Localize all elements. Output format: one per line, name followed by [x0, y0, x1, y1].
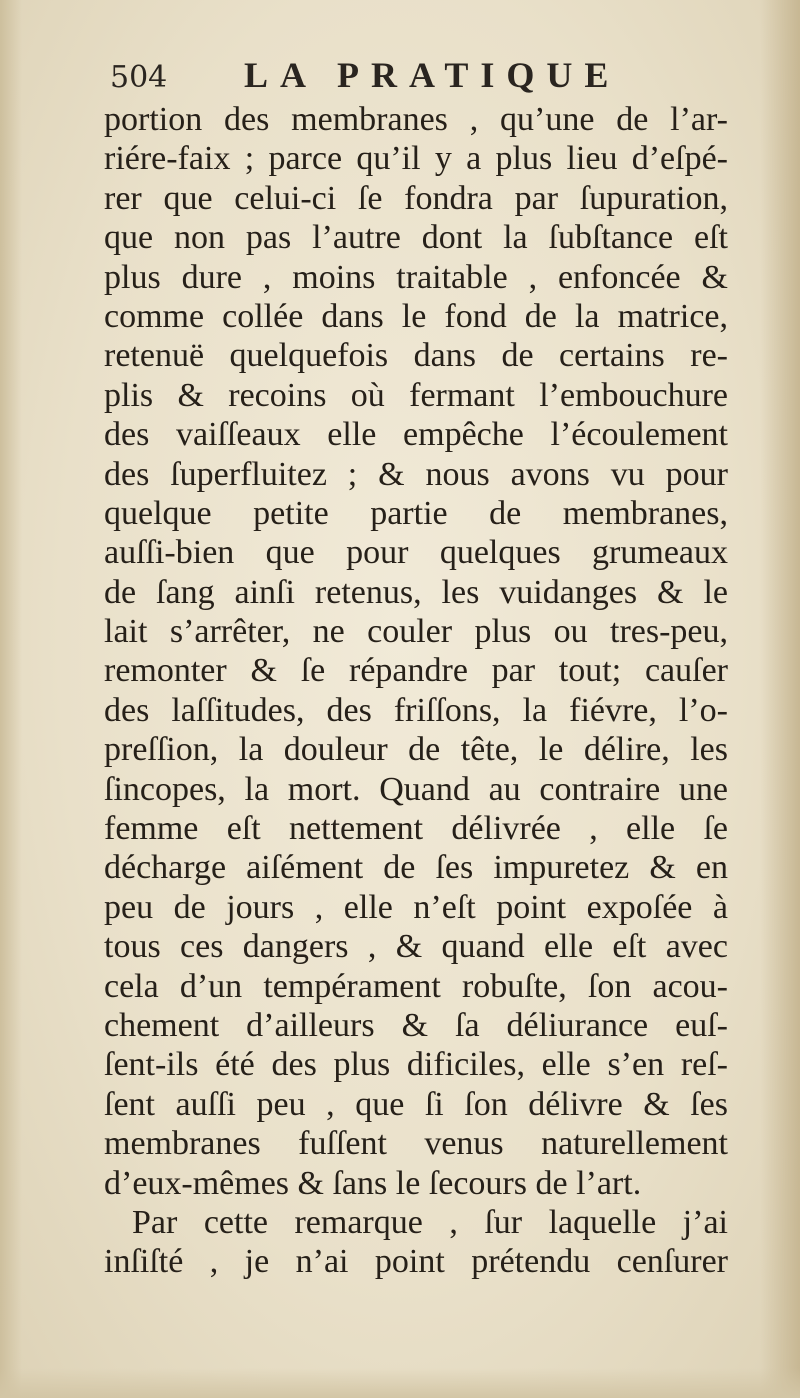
text-line: ſincopes, la mort. Quand au contraire une [104, 770, 728, 808]
page-edge-shadow-left [0, 0, 22, 1398]
text-line: décharge aiſément de ſes impuretez & en [104, 849, 728, 887]
text-line: plus dure , moins traitable , enfoncée & [104, 258, 728, 296]
text-line: rer que celui-ci ſe fondra par ſupuration, [104, 179, 728, 217]
text-line: membranes fuſſent venus naturellement [104, 1125, 728, 1163]
text-line: de ſang ainſi retenus, les vuidanges & le [104, 573, 728, 611]
text-line: cela d’un tempérament robuſte, ſon acou- [104, 967, 728, 1005]
text-line: femme eſt nettement délivrée , elle ſe [104, 810, 728, 848]
text-line: inſiſté , je n’ai point prétendu cenſurer [104, 1243, 728, 1281]
text-line: comme collée dans le fond de la matrice, [104, 297, 728, 335]
page-edge-shadow-right [760, 0, 800, 1398]
page-edge-shadow-bottom [0, 1368, 800, 1398]
text-line: riére-faix ; parce qu’il y a plus lieu d’eſpé- [104, 140, 728, 178]
text-line: ſent-ils été des plus dificiles, elle s’en reſ- [104, 1046, 728, 1084]
page-header [110, 54, 730, 102]
text-line: preſſion, la douleur de tête, le délire, les [104, 731, 728, 769]
text-line: tous ces dangers , & quand elle eſt avec [104, 928, 728, 966]
text-line: remonter & ſe répandre par tout; cauſer [104, 652, 728, 690]
text-line: retenuë quelquefois dans de certains re- [104, 337, 728, 375]
text-line: des laſſitudes, des friſſons, la fiévre, l’o- [104, 691, 728, 729]
text-line: des vaiſſeaux elle empêche l’écoulement [104, 416, 728, 454]
running-head: LA PRATIQUE [244, 55, 621, 95]
text-line: ſent auſſi peu , que ſi ſon délivre & ſes [104, 1085, 728, 1123]
text-line: quelque petite partie de membranes, [104, 494, 728, 532]
text-line: chement d’ailleurs & ſa déliurance euſ- [104, 1006, 728, 1044]
text-line: portion des membranes , qu’une de l’ar- [104, 101, 728, 138]
text-line: des ſuperfluitez ; & nous avons vu pour [104, 455, 728, 493]
text-line: plis & recoins où fermant l’embouchure [104, 376, 728, 414]
text-line: lait s’arrêter, ne couler plus ou tres-peu, [104, 613, 728, 651]
paragraph-first-line: Par cette remarque , ſur laquelle j’ai [132, 1203, 728, 1241]
text-line: auſſi-bien que pour quelques grumeaux [104, 534, 728, 572]
text-line: que non pas l’autre dont la ſubſtance eſt [104, 219, 728, 257]
text-line: d’eux-mêmes & ſans le ſecours de l’art. [104, 1164, 642, 1202]
page-number: 504 [110, 60, 168, 95]
body-text [104, 100, 728, 1282]
text-line: peu de jours , elle n’eſt point expoſée à [104, 888, 728, 926]
